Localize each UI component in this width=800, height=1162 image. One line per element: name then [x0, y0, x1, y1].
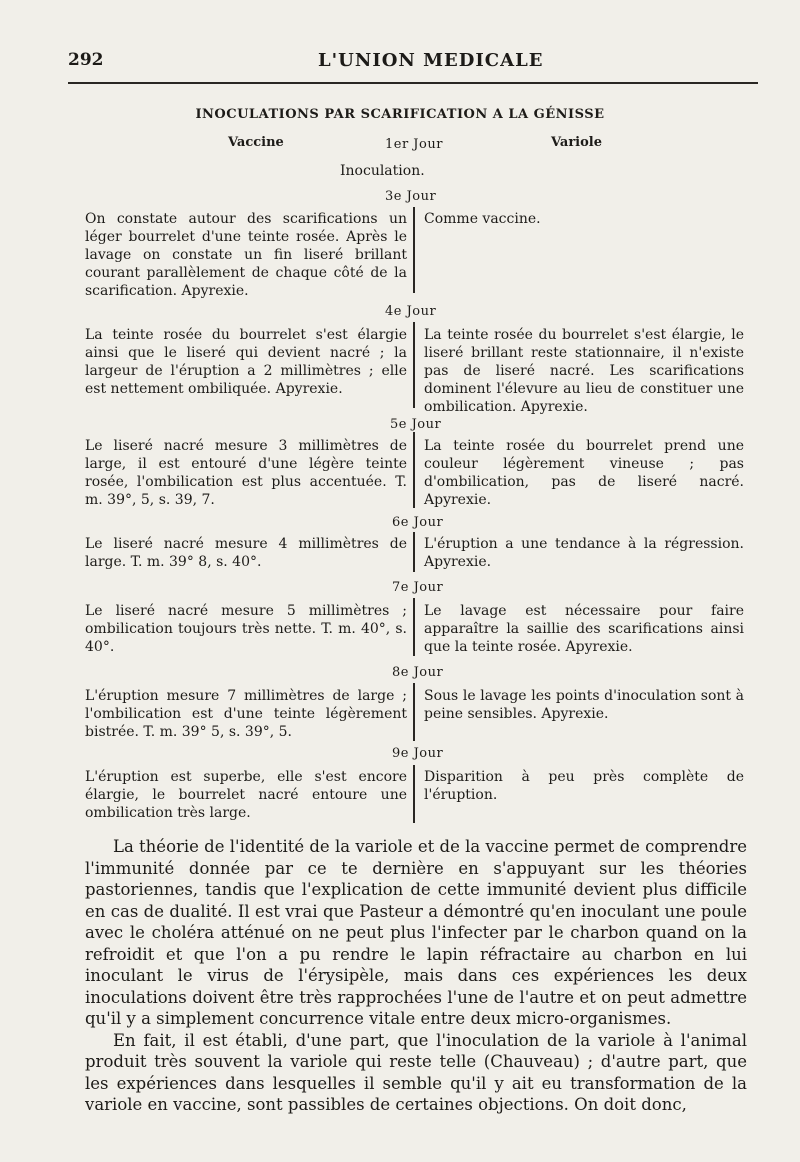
- day-label-6: 6e Jour: [392, 515, 444, 530]
- column-divider: [413, 598, 415, 656]
- column-divider: [413, 322, 415, 408]
- cell-vaccine-day-5: Le liseré nacré mesure 3 millimètres de large, il est entouré d'une légère teinte rosée, l'ombilication est plus accentuée. T. m. 39°, 5, s. 39, 7.: [85, 438, 407, 508]
- day-label-5: 5e Jour: [390, 417, 442, 432]
- cell-vaccine-day-8: L'éruption mesure 7 millimètres de large ; l'ombilication est d'une teinte légèrement bistrée. T. m. 39° 5, s. 39°, 5.: [85, 688, 407, 740]
- day-label-1: 1er Jour: [385, 137, 443, 152]
- cell-variole-day-6: L'éruption a une tendance à la régression. Apyrexie.: [424, 536, 744, 570]
- table-title: INOCULATIONS PAR SCARIFICATION A LA GÉNISSE: [195, 107, 605, 122]
- day-label-4: 4e Jour: [385, 304, 437, 319]
- cell-variole-day-5: La teinte rosée du bourrelet prend une couleur légèrement vineuse ; pas d'ombilication, pas de liseré nacré. Apyrexie.: [424, 438, 744, 508]
- column-divider: [413, 207, 415, 293]
- cell-variole-day-4: La teinte rosée du bourrelet s'est élargie, le liseré brillant reste stationnaire, il n'existe pas de liseré nacré. Les scarifications dominent l'élevure au lieu de constituer une ombilication. Apyrexie.: [424, 327, 744, 415]
- cell-variole-day-3: Comme vaccine.: [424, 211, 541, 227]
- running-title: L'UNION MEDICALE: [318, 50, 544, 71]
- column-divider: [413, 532, 415, 572]
- paragraph: La théorie de l'identité de la variole et de la vaccine permet de comprendre l'immunité donnée par ce te dernière en s'appuyant sur les théories pastoriennes, tandis que l'explication de cette immunité devient plus difficile en cas de dualité. Il est vrai que Pasteur a démontré qu'en inoculant une poule avec le choléra atténué on ne peut plus l'infecter par le charbon quand on la refroidit et que l'on a pu rendre le lapin réfractaire au charbon en lui inoculant le virus de l'érysipèle, mais dans ces expériences les deux inoculations doivent être très rapprochées l'une de l'autre et on peut admettre qu'il y a simplement concurrence vitale entre deux micro-organismes.: [85, 837, 747, 1028]
- cell-variole-day-8: Sous le lavage les points d'inoculation sont à peine sensibles. Apyrexie.: [424, 688, 744, 722]
- cell-vaccine-day-9: L'éruption est superbe, elle s'est encore élargie, le bourrelet nacré entoure une ombilication très large.: [85, 769, 407, 821]
- paragraph: En fait, il est établi, d'une part, que l'inoculation de la variole à l'animal produit très souvent la variole qui reste telle (Chauveau) ; d'autre part, que les expériences dans lesquelles il semble qu'il y ait eu transformation de la variole en vaccine, sont passibles de certaines objections. On doit donc,: [85, 1030, 747, 1114]
- column-header-variole: Variole: [551, 135, 602, 150]
- body-text: [85, 836, 747, 1116]
- column-header-vaccine: Vaccine: [228, 135, 284, 150]
- column-divider: [413, 432, 415, 508]
- day-label-3: 3e Jour: [385, 189, 437, 204]
- header-rule: [68, 82, 758, 84]
- day-label-9: 9e Jour: [392, 746, 444, 761]
- column-divider: [413, 765, 415, 823]
- day-label-8: 8e Jour: [392, 665, 444, 680]
- cell-variole-day-9: Disparition à peu près complète de l'éruption.: [424, 769, 744, 803]
- cell-vaccine-day-6: Le liseré nacré mesure 4 millimètres de large. T. m. 39° 8, s. 40°.: [85, 536, 407, 570]
- page-header: [68, 50, 758, 74]
- cell-vaccine-day-4: La teinte rosée du bourrelet s'est élargie ainsi que le liseré qui devient nacré ; la largeur de l'éruption a 2 millimètres ; elle est nettement ombiliquée. Apyrexie.: [85, 327, 407, 397]
- day-label-7: 7e Jour: [392, 580, 444, 595]
- cell-vaccine-day-3: On constate autour des scarifications un léger bourrelet d'une teinte rosée. Après le lavage on constate un fin liseré brillant courant parallèlement de chaque côté de la scarification. Apyrexie.: [85, 211, 407, 299]
- cell-variole-day-7: Le lavage est nécessaire pour faire apparaître la saillie des scarifications ainsi que la teinte rosée. Apyrexie.: [424, 603, 744, 655]
- column-divider: [413, 683, 415, 741]
- inoculation-label: Inoculation.: [340, 163, 425, 179]
- page-number: 292: [68, 50, 104, 70]
- cell-vaccine-day-7: Le liseré nacré mesure 5 millimètres ; ombilication toujours très nette. T. m. 40°, s. 40°.: [85, 603, 407, 655]
